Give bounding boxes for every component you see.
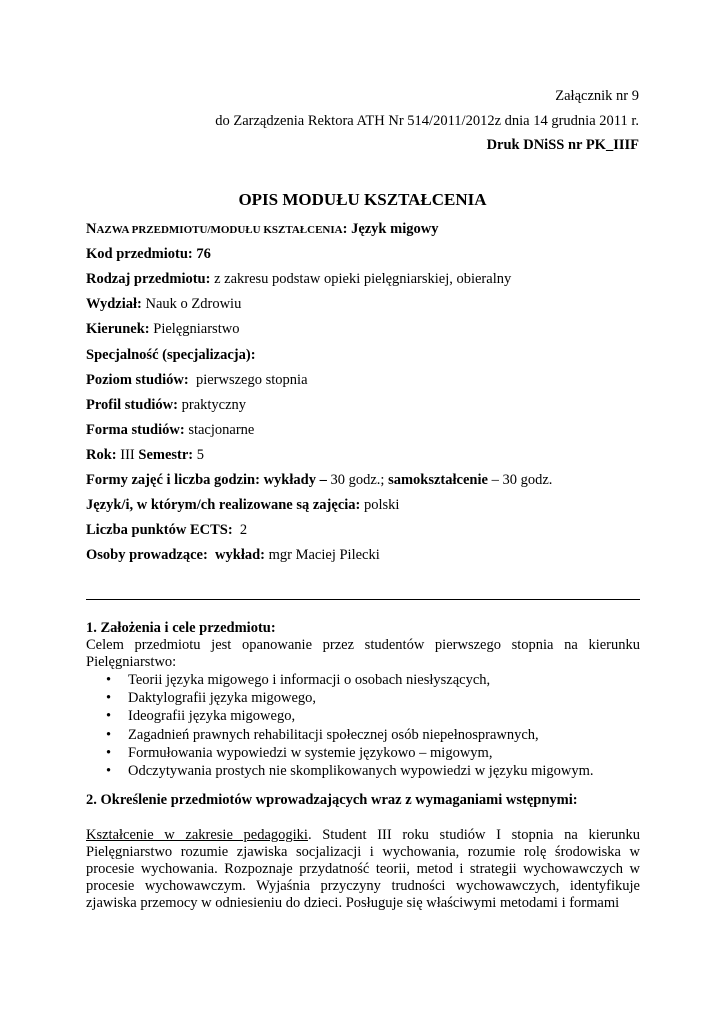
ects-label: Liczba punktów ECTS: [86, 522, 233, 538]
semester-value: 5 [196, 447, 205, 463]
field-course-code [86, 246, 211, 263]
specialty-label: Specjalność (specjalizacja): [86, 347, 256, 363]
instructors-value: mgr Maciej Pilecki [268, 547, 380, 563]
study-form-value: stacjonarne [188, 422, 255, 438]
direction-value: Pielęgniarstwo [153, 321, 240, 337]
list-item: • Daktylografii języka migowego, [106, 690, 317, 707]
bullet-icon: • [106, 763, 112, 780]
list-item: • Formułowania wypowiedzi w systemie językowo – migowym, [106, 744, 493, 761]
study-profile-value: praktyczny [181, 397, 247, 413]
list-item: • Ideografii języka migowego, [106, 708, 296, 725]
field-study-profile [86, 397, 246, 414]
list-item: • Zagadnień prawnych rehabilitacji społecznej osób niepełnosprawnych, [106, 726, 539, 743]
prerequisite-course-name: Kształcenie w zakresie pedagogiki [86, 827, 308, 843]
field-direction [86, 321, 239, 338]
section-divider [86, 599, 640, 600]
instructors-label: Osoby prowadzące: [86, 547, 208, 563]
bullet-icon: • [106, 690, 112, 707]
language-value: polski [364, 497, 400, 513]
section-prerequisites-body [86, 827, 640, 912]
course-type-label: Rodzaj przedmiotu: [86, 271, 211, 287]
field-specialty [86, 347, 256, 364]
page-title: OPIS MODUŁU KSZTAŁCENIA [238, 190, 487, 209]
field-class-forms [86, 472, 552, 489]
lectures-label: wykłady – [263, 472, 327, 488]
prerequisites-paragraph [86, 827, 640, 912]
module-name-value: Język migowy [351, 221, 439, 237]
field-study-level [86, 372, 308, 389]
section-prerequisites [86, 792, 640, 809]
list-item: • Odczytywania prostych nie skomplikowanych wypowiedzi w języku migowym. [106, 763, 594, 780]
study-form-label: Forma studiów: [86, 422, 185, 438]
header-form-code: Druk DNiSS nr PK_IIIF [486, 137, 639, 153]
class-forms-label: Formy zajęć i liczba godzin: [86, 472, 260, 488]
semester-label: Semestr: [138, 447, 194, 463]
bullet-icon: • [106, 726, 112, 743]
field-ects [86, 522, 247, 539]
ects-value: 2 [239, 522, 248, 538]
module-name-label: AZWA PRZEDMIOTU/MODUŁU KSZTAŁCENIA [96, 224, 343, 236]
faculty-label: Wydział: [86, 296, 142, 312]
field-instructors [86, 547, 380, 564]
section-prerequisites-heading: 2. Określenie przedmiotów wprowadzających wraz z wymaganiami wstępnymi: [86, 792, 578, 808]
goals-list [86, 671, 640, 780]
field-course-type [86, 271, 511, 288]
course-type-value: z zakresu podstaw opieki pielęgniarskiej, obieralny [214, 271, 512, 287]
field-language [86, 497, 399, 514]
self-study-label: samokształcenie [388, 472, 488, 488]
self-study-value: – 30 godz. [491, 472, 553, 488]
bullet-icon: • [106, 708, 112, 725]
module-name-label-initial: N [86, 221, 97, 237]
study-level-label: Poziom studiów: [86, 372, 189, 388]
lectures-value: 30 godz.; [330, 472, 385, 488]
study-level-value: pierwszego stopnia [195, 372, 308, 388]
list-item: • Teorii języka migowego i informacji o osobach niesłyszących, [106, 672, 491, 688]
field-module-name [86, 221, 438, 238]
bullet-icon: • [106, 672, 112, 688]
section-goals-heading: 1. Założenia i cele przedmiotu: [86, 620, 276, 636]
course-code-label: Kod przedmiotu: [86, 246, 193, 262]
field-faculty [86, 296, 241, 313]
language-label: Język/i, w którym/ch realizowane są zajęcia: [86, 497, 361, 513]
year-value: III [120, 447, 135, 463]
instructors-lecture-label: wykład: [215, 547, 265, 563]
prerequisite-description: . Student III roku studiów I stopnia na kierunku Pielęgniarstwo rozumie zjawiska socjalizacji i wychowania, rozumie rolę środowiska w procesie wychowania. Rozpoznaje przydatność teorii, metod i strategii wychowawczych w procesie wychowawczym. Wyjaśnia przyczyny trudności wychowawczych, identyfikuje zjawiska przemocy w odniesieniu do dzieci. Posługuje się właściwymi metodami i formami [86, 827, 640, 911]
bullet-icon: • [106, 744, 112, 761]
year-label: Rok: [86, 447, 117, 463]
field-year-semester [86, 447, 204, 464]
direction-label: Kierunek: [86, 321, 150, 337]
module-name-label-colon: : [342, 221, 348, 237]
header-attachment-number: Załącznik nr 9 [555, 88, 639, 104]
section-goals [86, 620, 640, 780]
field-study-form [86, 422, 254, 439]
header-regulation-reference: do Zarządzenia Rektora ATH Nr 514/2011/2012z dnia 14 grudnia 2011 r. [215, 113, 639, 129]
section-goals-intro: Celem przedmiotu jest opanowanie przez studentów pierwszego stopnia na kierunku Pielęgniarstwo: [86, 637, 640, 670]
study-profile-label: Profil studiów: [86, 397, 178, 413]
course-code-value: 76 [196, 246, 211, 262]
faculty-value: Nauk o Zdrowiu [145, 296, 242, 312]
